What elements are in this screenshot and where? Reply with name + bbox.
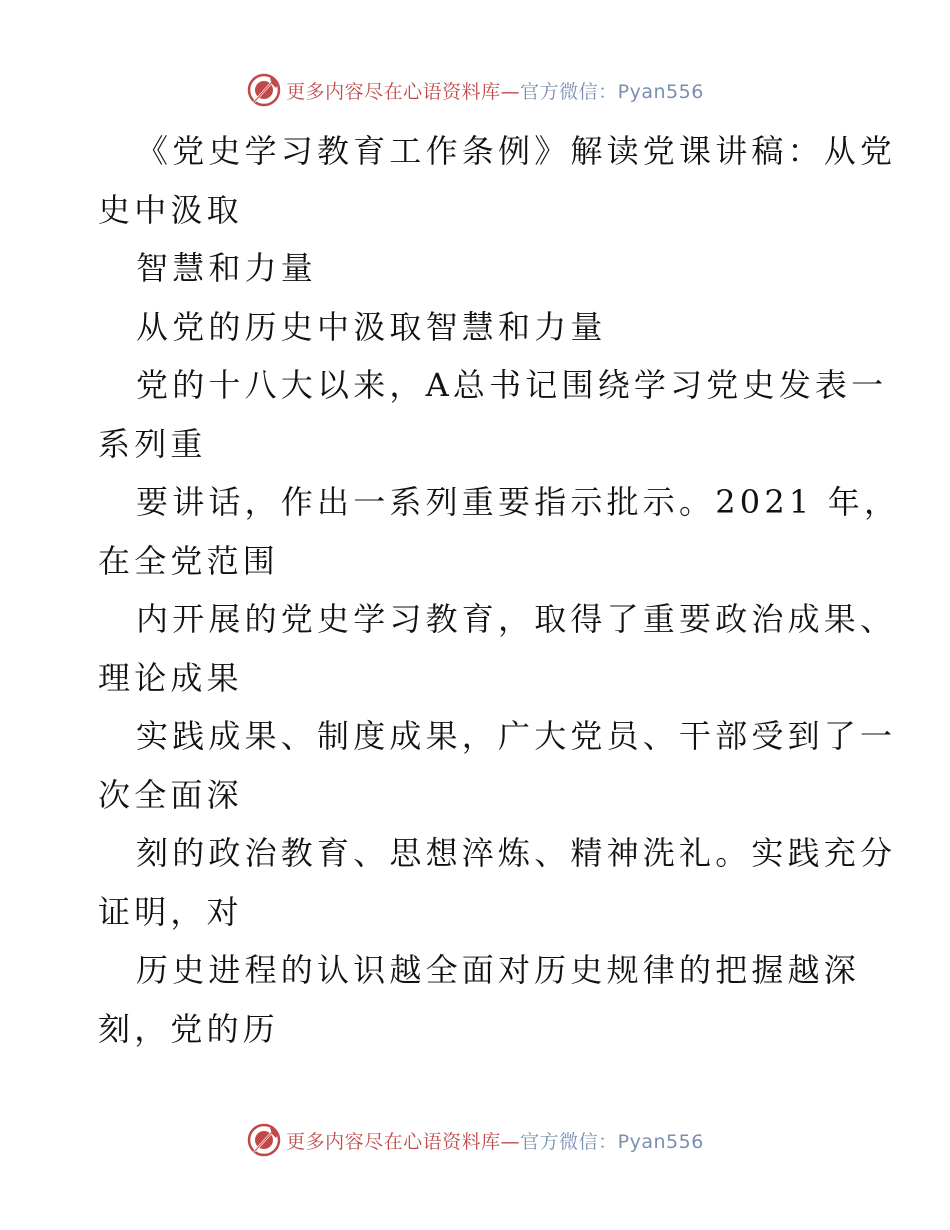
text-line: 刻的政治教育、思想淬炼、精神洗礼。实践充分 — [136, 834, 897, 872]
text-line: 在全党范围 — [98, 541, 280, 580]
document-body — [98, 122, 901, 1058]
text-line: 理论成果 — [98, 658, 243, 697]
text-line: 要讲话，作出一系列重要指示批示。2021 年， — [136, 483, 901, 521]
watermark-contact: 官方微信：Pyan556 — [520, 80, 704, 103]
text-line: 智慧和力量 — [136, 249, 318, 287]
text-line: 党的十八大以来，A总书记围绕学习党史发表一 — [136, 366, 888, 404]
quill-seal-icon — [246, 72, 282, 108]
watermark-text: 更多内容尽在心语资料库— — [286, 80, 521, 103]
quill-seal-icon — [246, 1122, 282, 1158]
text-line: 历史进程的认识越全面对历史规律的把握越深 — [136, 951, 861, 989]
text-line: 《党史学习教育工作条例》解读党课讲稿：从党 — [136, 132, 897, 170]
text-line: 次全面深 — [98, 775, 243, 814]
text-line: 史中汲取 — [98, 190, 243, 229]
text-line: 从党的历史中汲取智慧和力量 — [136, 307, 607, 346]
text-line: 刻，党的历 — [98, 1009, 280, 1048]
watermark-contact: 官方微信：Pyan556 — [520, 1130, 704, 1153]
text-line: 实践成果、制度成果，广大党员、干部受到了一 — [136, 717, 897, 755]
watermark-text: 更多内容尽在心语资料库— — [286, 1130, 521, 1153]
text-line: 证明，对 — [98, 892, 243, 931]
header-watermark — [0, 70, 950, 110]
footer-watermark — [0, 1120, 950, 1160]
text-line: 系列重 — [98, 424, 207, 463]
text-line: 内开展的党史学习教育，取得了重要政治成果、 — [136, 600, 897, 638]
